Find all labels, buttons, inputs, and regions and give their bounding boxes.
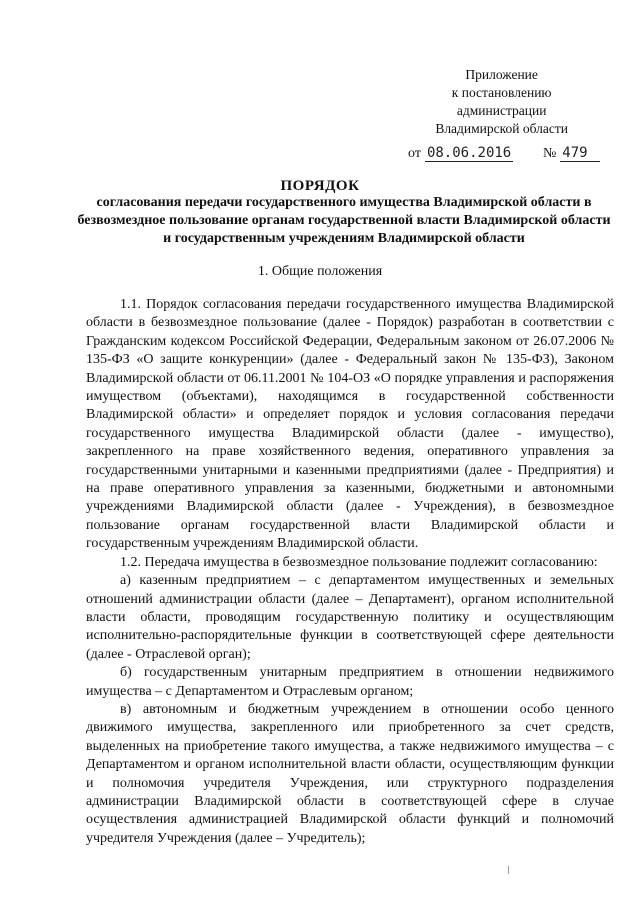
paragraph-item-v: в) автономным и бюджетным учреждением в отношении особо ценного движимого имущества, закрепленного или приобретенного за счет средств, выделенных на приобретение такого имущества, а также недвижимого имущества – с Департаментом и органом исполнительной власти области, осуществляющим функции и полномочия учредителя Учреждения, или структурного подразделения администрации Владимирской области в соответствующей сфере в случае осуществления администрацией Владимирской области функций и полномочий учредителя Учреждения (далее – Учредитель); (86, 701, 614, 846)
annex-line: Приложение (465, 67, 538, 82)
paragraph-item-a: а) казенным предприятием – с департаментом имущественных и земельных отношений администрации области (далее – Департамент), органом исполнительной власти области, проводящим государственную политику и осуществляющим исполнительно-распорядительные функции в соответствующей сфере деятельности (далее - Отраслевой орган); (86, 573, 614, 662)
annex-line: к постановлению (451, 85, 552, 100)
annex-line: Владимирской области (435, 121, 568, 136)
scan-mark (508, 866, 509, 874)
paragraph-1-1: 1.1. Порядок согласования передачи государственного имущества Владимирской области в безвозмездное пользование (далее - Порядок) разработан в соответствии с Гражданским кодексом Российской Федерации, Федеральным законом от 26.07.2006 № 135-ФЗ «О защите конкуренции» (далее - Федеральный закон № 135-ФЗ), Законом Владимирской области от 06.11.2001 № 104-ОЗ «О порядке управления и распоряжения имуществом (объектами), находящимся в государственной собственности Владимирской области» и определяет порядок и условия согласования передачи государственного имущества Владимирской области (далее - имущество), закрепленного на праве хозяйственного ведения, оперативного управления за государственными унитарными и казенными предприятиями (далее - Предприятия) и на праве оперативного управления за казенными, бюджетными и автономными учреждениями Владимирской области (далее - Учреждения), в безвозмездное пользование органам государственной власти Владимирской области и государственным учреждениям Владимирской области. (86, 297, 614, 552)
decree-from-label: от (408, 146, 421, 161)
annex-line: администрации (456, 103, 547, 118)
paragraph-item-b: б) государственным унитарным предприятием в отношении недвижимого имущества – с Департаментом и Отраслевым органом; (86, 665, 614, 699)
document-body (86, 296, 614, 848)
decree-date: 08.06.2016 (426, 145, 512, 161)
paragraph-1-2: 1.2. Передача имущества в безвозмездное пользование подлежит согласованию: (120, 554, 598, 570)
decree-number: 479 (560, 146, 600, 162)
decree-reference (408, 146, 600, 162)
document-title: ПОРЯДОК (280, 178, 360, 194)
section-heading: 1. Общие положения (257, 264, 383, 279)
document-subtitle: согласования передачи государственного имущества Владимирской области в безвозмездное пользование органам государственной власти Владимирской области и государственным учреждениям Владимирской области (77, 195, 611, 246)
decree-number-label: № (542, 146, 557, 161)
annex-block (435, 66, 568, 138)
